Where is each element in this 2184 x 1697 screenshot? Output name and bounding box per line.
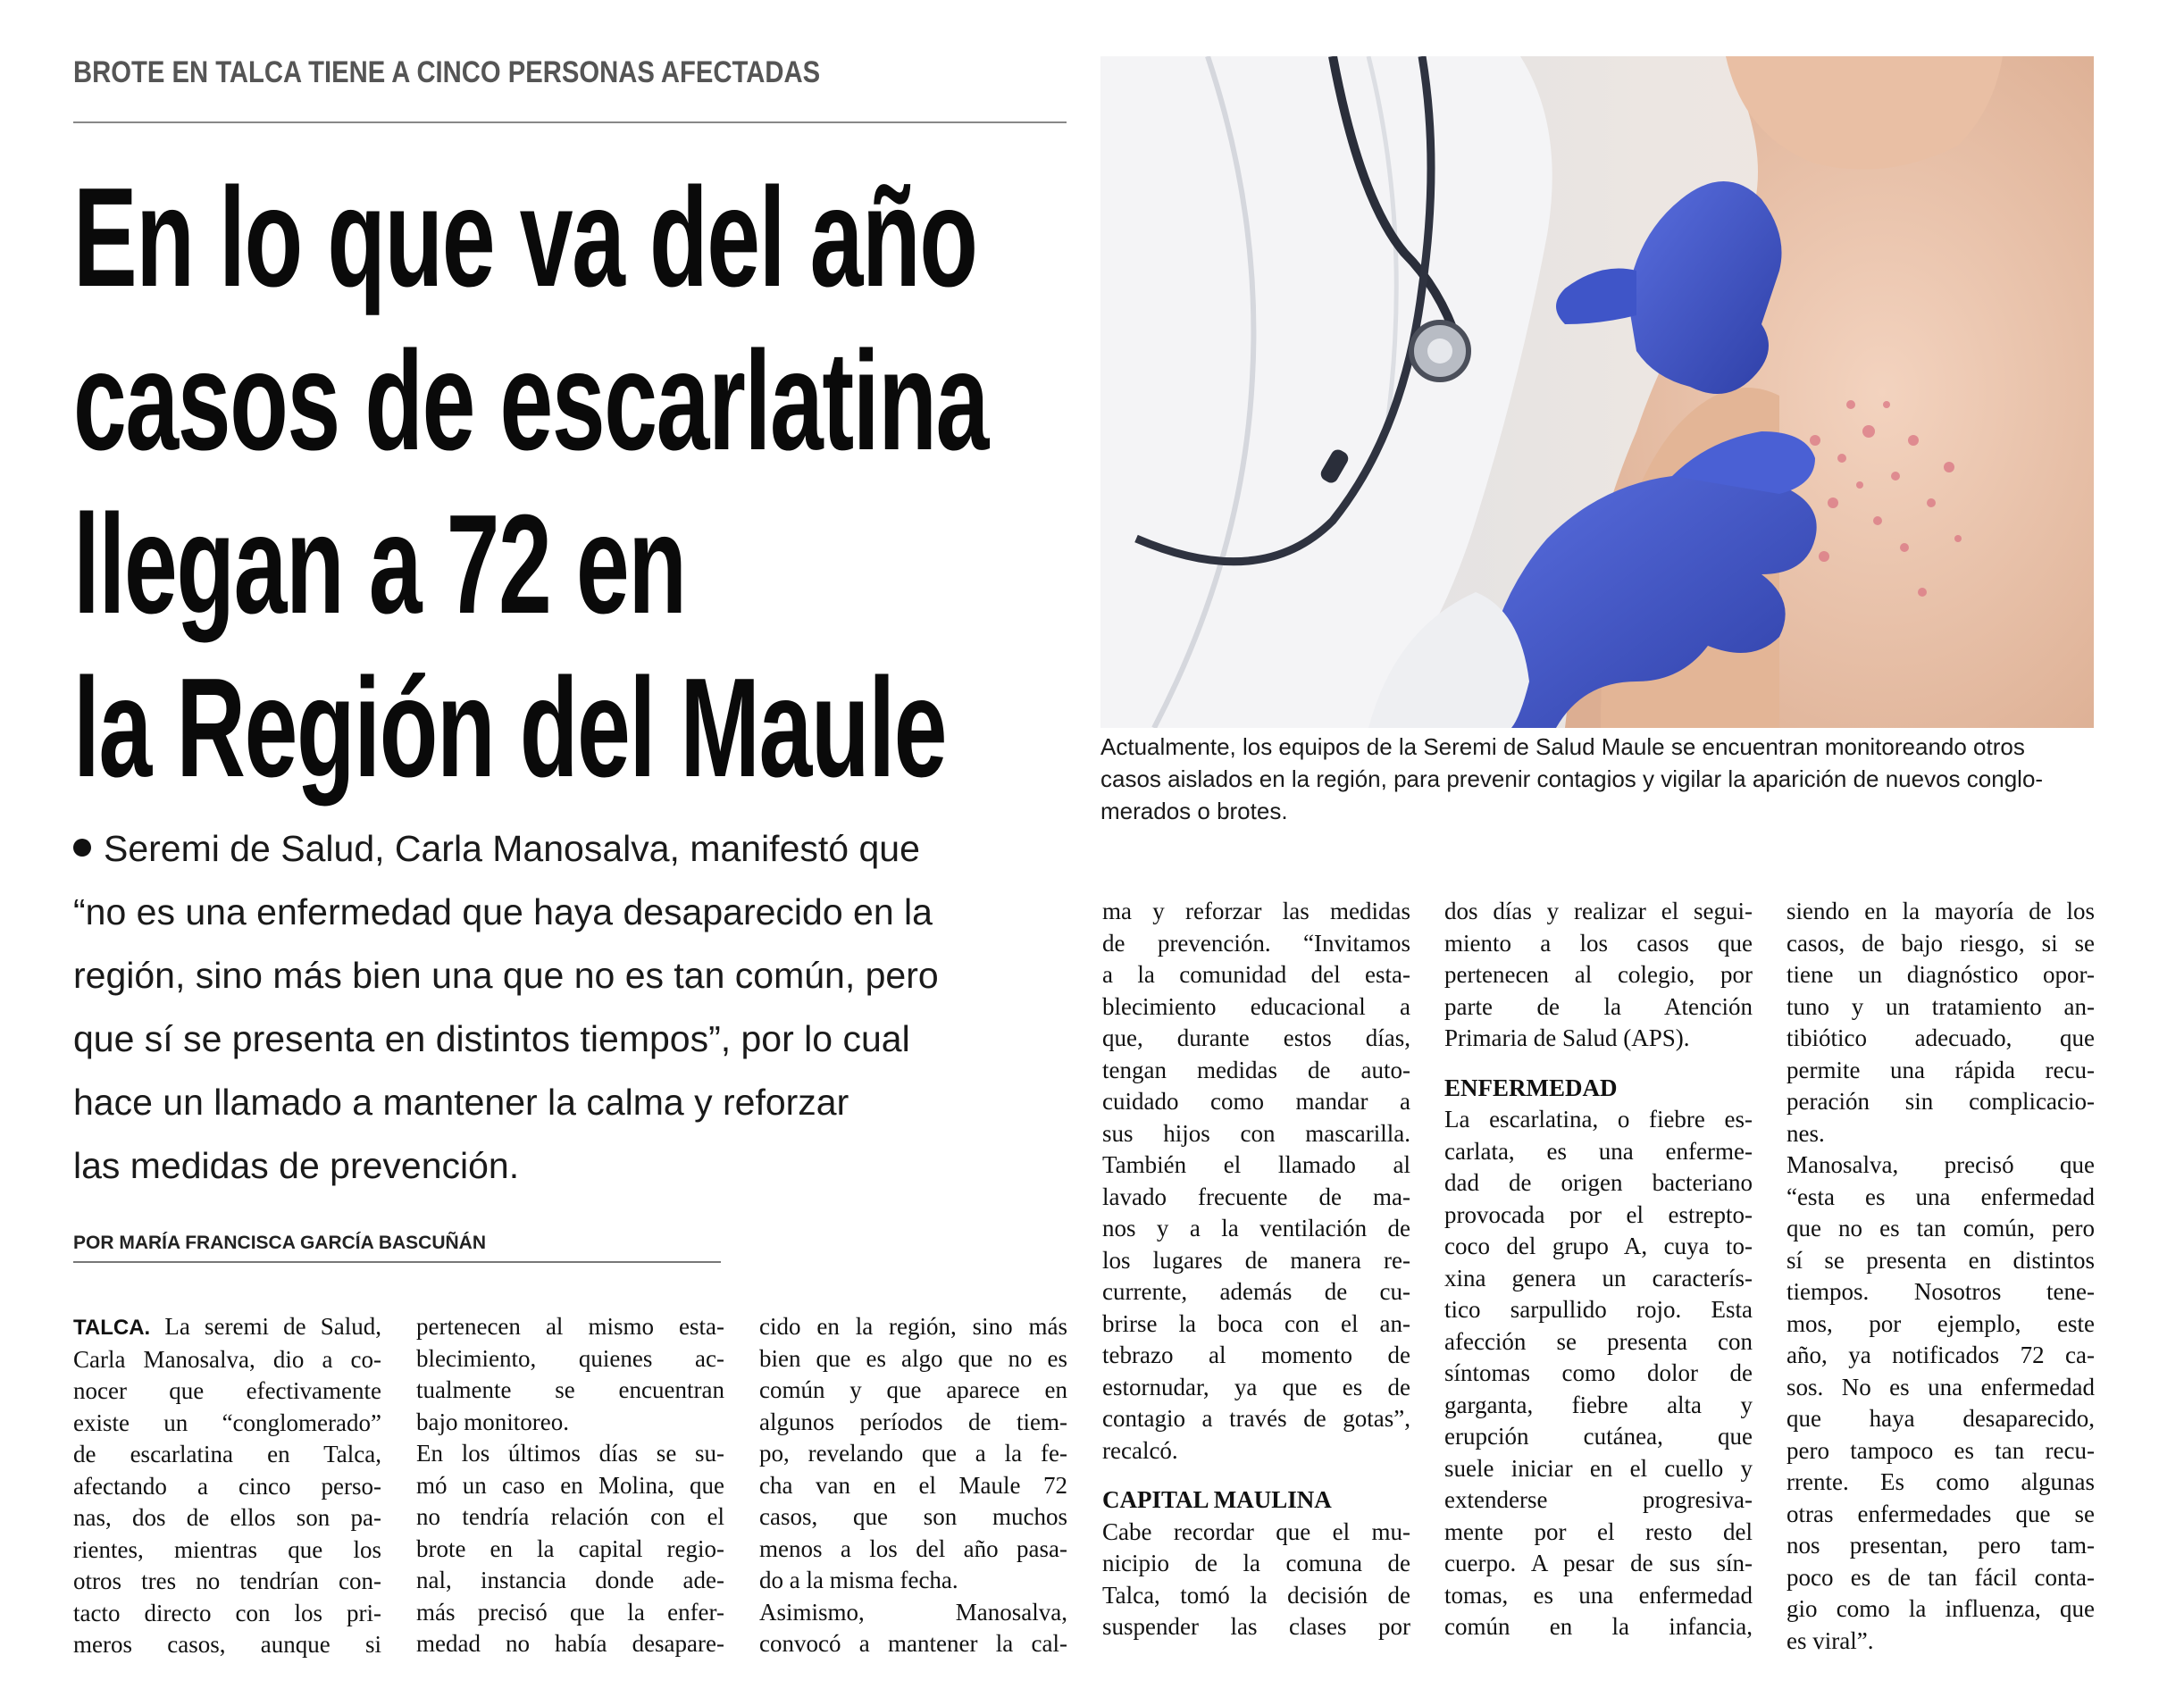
subheading-capital-maulina: CAPITAL MAULINA [1102, 1486, 1332, 1513]
body-line: nes. [1787, 1119, 1825, 1147]
body-line: menos a los del año pasa- [759, 1534, 1067, 1562]
body-line: mó un caso en Molina, que [416, 1471, 724, 1499]
body-line: miento a los casos que [1444, 929, 1753, 957]
body-line: común y que aparece en [759, 1376, 1067, 1403]
body-line: tomas, es una enfermedad [1444, 1581, 1753, 1609]
deck-line: las medidas de prevención. [73, 1145, 520, 1186]
body-line: do a la misma fecha. [759, 1567, 958, 1593]
body-line: poco es de tan fácil conta- [1787, 1563, 2095, 1591]
body-line: Cabe recordar que el mu- [1102, 1517, 1410, 1545]
photo-caption [1100, 731, 2094, 827]
body-line: afección se presenta con [1444, 1327, 1753, 1355]
body-line: existe un “conglomerado” [73, 1409, 381, 1436]
body-line: Carla Manosalva, dio a co- [73, 1345, 381, 1373]
body-line: Talca, tomó la decisión de [1102, 1581, 1410, 1609]
body-line: cha van en el Maule 72 [759, 1471, 1067, 1499]
deck-line: “no es una enfermedad que haya desaparecido en la [73, 891, 933, 932]
body-line: nocer que efectivamente [73, 1377, 381, 1404]
headline-line: casos de escarlatina [73, 322, 988, 480]
body-line: que no es tan común, pero [1787, 1215, 2095, 1241]
deck-line: hace un llamado a mantener la calma y reforzar [73, 1082, 849, 1123]
body-line: lavado frecuente de ma- [1102, 1183, 1410, 1210]
body-line: de escarlatina en Talca, [73, 1441, 381, 1467]
body-line: casos, de bajo riesgo, si se [1787, 929, 2095, 957]
body-line: común en la infancia, [1444, 1613, 1753, 1640]
body-line: tiempos. Nosotros tene- [1787, 1278, 2095, 1305]
body-line: sí se presenta en distintos [1787, 1246, 2095, 1274]
body-line: nal, instancia donde ade- [416, 1567, 724, 1593]
deck [73, 817, 1002, 1198]
body-line: nos y a la ventilación de [1102, 1215, 1410, 1241]
body-line: que haya desaparecido, [1787, 1405, 2095, 1432]
kicker: BROTE EN TALCA TIENE A CINCO PERSONAS AFECTADAS [73, 55, 821, 89]
body-line: sus hijos con mascarilla. [1102, 1119, 1410, 1147]
body-line: a la comunidad del esta- [1102, 961, 1410, 988]
body-line: es viral”. [1787, 1626, 1874, 1654]
byline-rule [73, 1261, 721, 1263]
body-line: recalcó. [1102, 1436, 1178, 1464]
body-line: currente, además de cu- [1102, 1278, 1410, 1305]
body-column-5 [1444, 896, 1753, 1643]
deck-line: Seremi de Salud, Carla Manosalva, manifestó que [104, 828, 920, 869]
body-line: suele iniciar en el cuello y [1444, 1454, 1753, 1482]
body-line: po, revelando que a la fe- [759, 1440, 1067, 1467]
body-line: más precisó que la enfer- [416, 1598, 724, 1626]
deck-line: región, sino más bien una que no es tan común, pero [73, 955, 939, 996]
body-line: casos, que son muchos [759, 1503, 1067, 1530]
body-line: nicipio de la comuna de [1102, 1550, 1410, 1576]
body-line: algunos períodos de tiem- [759, 1408, 1067, 1435]
body-line: tacto directo con los pri- [73, 1599, 381, 1626]
bullet-icon [73, 839, 91, 857]
body-line: cuerpo. A pesar de sus sín- [1444, 1550, 1753, 1576]
body-line: estornudar, ya que es de [1102, 1373, 1410, 1400]
subheading-enfermedad: ENFERMEDAD [1444, 1074, 1618, 1101]
body-line: bajo monitoreo. [416, 1408, 569, 1435]
body-line: blecimiento, quienes ac- [416, 1344, 724, 1372]
body-line: año, ya notificados 72 ca- [1787, 1342, 2095, 1368]
headline-line: llegan a 72 en [73, 486, 686, 643]
byline: POR MARÍA FRANCISCA GARCÍA BASCUÑÁN [73, 1233, 486, 1253]
body-line: tico sarpullido rojo. Esta [1444, 1296, 1753, 1323]
body-line: cuidado como mandar a [1102, 1088, 1410, 1115]
body-column-4 [1102, 896, 1410, 1643]
body-line: brirse la boca con el an- [1102, 1309, 1410, 1337]
body-line: dad de origen bacteriano [1444, 1169, 1753, 1196]
body-line: tibiótico adecuado, que [1787, 1024, 2095, 1051]
caption-line: merados o brotes. [1100, 798, 1288, 824]
article-photo [1100, 56, 2094, 728]
body-line: convocó a mantener la cal- [759, 1630, 1067, 1657]
dateline: TALCA. [73, 1316, 151, 1340]
caption-line: casos aislados en la región, para prevenir contagios y vigilar la aparición de nuevos conglo- [1100, 765, 2044, 792]
body-line: tualmente se encuentran [416, 1376, 724, 1403]
body-line: sos. No es una enfermedad [1787, 1373, 2095, 1400]
headline-line: En lo que va del año [73, 159, 977, 316]
body-line: tuno y un tratamiento an- [1787, 992, 2095, 1020]
body-line: parte de la Atención [1444, 992, 1753, 1020]
body-line: no tendría relación con el [416, 1503, 724, 1530]
body-line: otros tres no tendrían con- [73, 1567, 381, 1594]
body-line: pertenecen al colegio, por [1444, 961, 1753, 988]
body-line: extenderse progresiva- [1444, 1486, 1753, 1513]
body-line: provocada por el estrepto- [1444, 1200, 1753, 1228]
body-line: contagio a través de gotas”, [1102, 1405, 1410, 1432]
body-line: rrente. Es como algunas [1787, 1468, 2095, 1495]
body-line: nos presentan, pero tam- [1787, 1532, 2095, 1559]
body-column-1 [73, 1311, 381, 1661]
body-line: bien que es algo que no es [759, 1344, 1067, 1372]
body-line: medad no había desapare- [416, 1630, 724, 1657]
deck-line: que sí se presenta en distintos tiempos”, por lo cual [73, 1018, 910, 1059]
body-line: pero tampoco es tan recu- [1787, 1436, 2095, 1464]
headline-line: la Región del Maule [73, 649, 947, 807]
body-line: En los últimos días se su- [416, 1440, 724, 1467]
body-line: tengan medidas de auto- [1102, 1056, 1410, 1083]
body-line: La seremi de Salud, [150, 1313, 381, 1340]
body-line: La escarlatina, o fiebre es- [1444, 1106, 1753, 1133]
body-line: suspender las clases por [1102, 1613, 1410, 1640]
body-line: tebrazo al momento de [1102, 1342, 1410, 1368]
body-line: brote en la capital regio- [416, 1534, 724, 1562]
body-line: También el llamado al [1102, 1151, 1410, 1178]
headline [73, 156, 988, 810]
body-line: carlata, es una enferme- [1444, 1137, 1753, 1165]
body-line: siendo en la mayoría de los [1787, 898, 2095, 924]
body-line: pertenecen al mismo esta- [416, 1313, 724, 1340]
body-line: xina genera un caracterís- [1444, 1264, 1753, 1292]
body-line: nas, dos de ellos son pa- [73, 1504, 381, 1531]
body-line: los lugares de manera re- [1102, 1246, 1410, 1274]
body-column-6 [1787, 896, 2095, 1657]
body-line: ma y reforzar las medidas [1102, 898, 1410, 924]
body-line: que, durante estos días, [1102, 1024, 1410, 1051]
body-line: gio como la influenza, que [1787, 1595, 2095, 1622]
body-line: tiene un diagnóstico opor- [1787, 961, 2095, 988]
caption-line: Actualmente, los equipos de la Seremi de Salud Maule se encuentran monitoreando otros [1100, 733, 2025, 760]
body-line: meros casos, aunque si [73, 1631, 381, 1658]
body-line: cido en la región, sino más [759, 1313, 1067, 1340]
body-line: Manosalva, precisó que [1787, 1151, 2095, 1178]
body-line: Asimismo, Manosalva, [759, 1598, 1067, 1626]
body-column-3 [759, 1311, 1067, 1660]
body-line: síntomas como dolor de [1444, 1359, 1753, 1386]
body-line: garganta, fiebre alta y [1444, 1391, 1753, 1418]
body-line: coco del grupo A, cuya to- [1444, 1233, 1753, 1259]
body-line: peración sin complicacio- [1787, 1088, 2095, 1115]
body-line: permite una rápida recu- [1787, 1056, 2095, 1083]
body-line: “esta es una enfermedad [1787, 1183, 2095, 1210]
body-line: Primaria de Salud (APS). [1444, 1024, 1690, 1051]
body-line: blecimiento educacional a [1102, 992, 1410, 1020]
body-line: dos días y realizar el segui- [1444, 898, 1753, 924]
body-column-2 [416, 1311, 724, 1660]
body-line: mente por el resto del [1444, 1517, 1753, 1545]
body-line: rientes, mientras que los [73, 1535, 381, 1563]
kicker-rule [73, 121, 1067, 123]
body-line: mos, por ejemplo, este [1787, 1309, 2095, 1337]
body-line: afectando a cinco perso- [73, 1472, 381, 1500]
doctor-examining-child-photo [1100, 56, 2094, 728]
body-line: de prevención. “Invitamos [1102, 929, 1410, 957]
body-line: erupción cutánea, que [1444, 1423, 1753, 1450]
body-line: otras enfermedades que se [1787, 1500, 2095, 1527]
